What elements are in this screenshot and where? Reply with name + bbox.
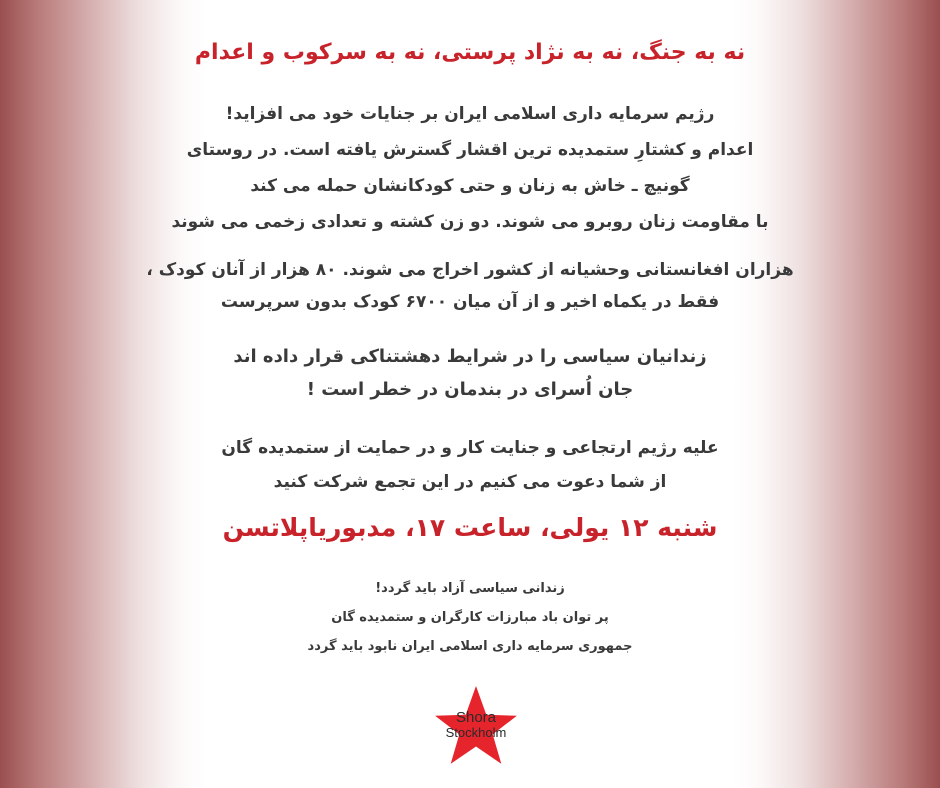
paragraph-line: علیه رژیم ارتجاعی و جنایت کار و در حمایت از ستمدیده گان	[221, 438, 719, 458]
paragraph-invitation	[110, 431, 830, 499]
paragraph-line: از شما دعوت می کنیم در این تجمع شرکت کنید	[273, 472, 667, 492]
slogan-line: پر توان باد مبارزات کارگران و ستمدیده گان	[331, 610, 609, 625]
paragraph-line: زندانیان سیاسی را در شرایط دهشتناکی قرار داده اند	[233, 346, 707, 367]
slogans	[170, 574, 770, 661]
paragraph-line: فقط در یکماه اخیر و از آن میان ۶۷۰۰ کودک بدون سرپرست	[220, 292, 720, 312]
event-details: شنبه ۱۲ یولی، ساعت ۱۷، مدبوریاپلاتسن	[222, 513, 718, 542]
paragraph-line: رژیم سرمایه داری اسلامی ایران بر جنایات خود می افزاید!	[225, 104, 715, 124]
headline: نه به جنگ، نه به نژاد پرستی، نه به سرکوب و اعدام	[194, 40, 746, 65]
paragraph-line: هزاران افغانستانی وحشیانه از کشور اخراج می شوند. ۸۰ هزار از آنان کودک ،	[146, 260, 794, 280]
logo-name: Shora	[455, 709, 497, 726]
paragraph-line: گونیچ ـ خاش به زنان و حتی کودکانشان حمله می کند	[250, 176, 690, 196]
paragraph-line: جان اُسرای در بندمان در خطر است !	[306, 379, 634, 400]
paragraph-prisoners	[110, 340, 830, 406]
shora-logo	[431, 684, 521, 774]
paragraph-line: اعدام و کشتارِ ستمدیده ترین اقشار گسترش یافته است. در روستای	[186, 140, 754, 160]
paragraph-crimes	[110, 96, 830, 240]
paragraph-deportations	[110, 254, 830, 318]
logo-city: Stockholm	[445, 725, 507, 740]
slogan-line: جمهوری سرمایه داری اسلامی ایران نابود باید گردد	[307, 639, 633, 654]
slogan-line: زندانی سیاسی آزاد باید گردد!	[375, 581, 565, 596]
paragraph-line: با مقاومت زنان روبرو می شوند. دو زن کشته و تعدادی زخمی می شوند	[171, 212, 769, 232]
